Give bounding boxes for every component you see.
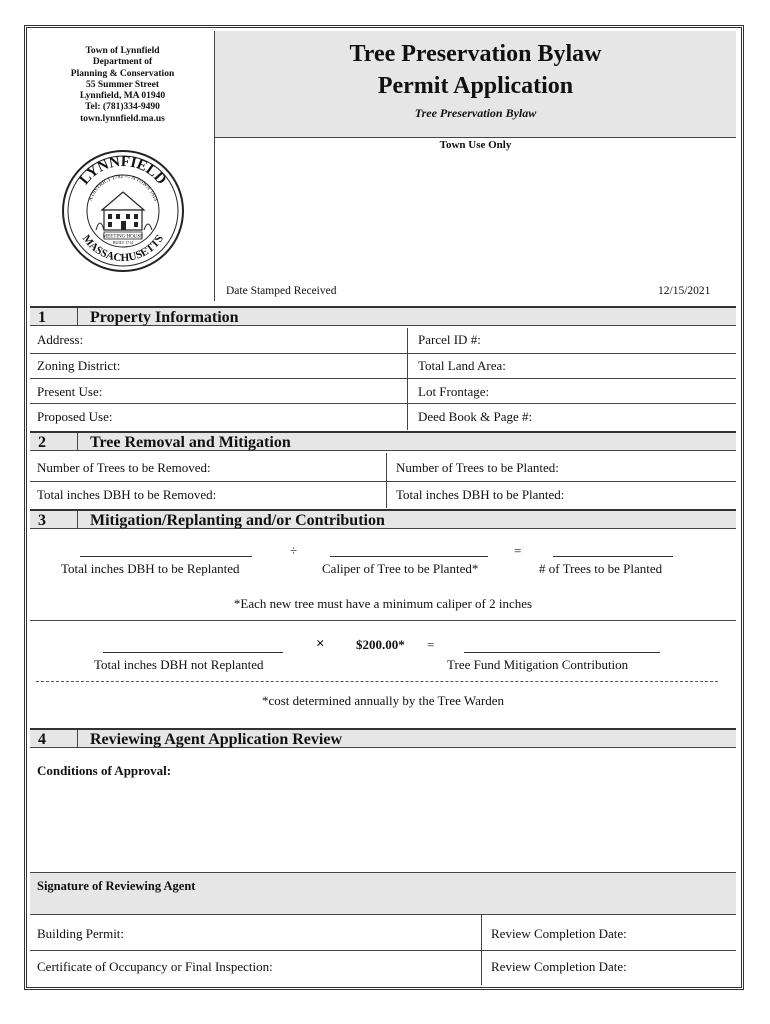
svg-text:A DISTRICT 1782 — A TOWN 1814: A DISTRICT 1782 — A TOWN 1814 — [87, 173, 159, 202]
svg-text:MASSACHUSETTS: MASSACHUSETTS — [79, 232, 167, 265]
dbh-not-replanted-label: Total inches DBH not Replanted — [94, 657, 264, 672]
mitigation-amount: $200.00* — [356, 637, 405, 652]
dbh-not-replanted-input[interactable] — [103, 652, 283, 653]
section-title: Tree Removal and Mitigation — [90, 434, 291, 451]
page-title-line2: Permit Application — [377, 73, 574, 99]
section-title: Property Information — [90, 309, 239, 326]
section-number: 3 — [38, 512, 46, 529]
review-completion-date-2[interactable]: Review Completion Date: — [491, 959, 627, 974]
svg-text:BUILT 1714: BUILT 1714 — [112, 240, 134, 245]
section-2-header — [30, 431, 736, 451]
caliper-label: Caliper of Tree to be Planted* — [322, 561, 479, 576]
trees-planted-label: # of Trees to be Planted — [539, 561, 663, 576]
divide-symbol: ÷ — [290, 543, 298, 558]
equals-symbol-2: = — [427, 637, 435, 652]
section-number: 4 — [38, 731, 46, 748]
parcel-id-field[interactable]: Parcel ID #: — [418, 332, 481, 347]
deed-book-page-field[interactable]: Deed Book & Page #: — [418, 409, 533, 424]
certificate-occupancy-field[interactable]: Certificate of Occupancy or Final Inspection: — [37, 959, 273, 974]
section-1-header — [30, 306, 736, 326]
times-symbol: × — [316, 636, 325, 652]
mitigation-contribution-input[interactable] — [464, 652, 660, 653]
review-completion-date-1[interactable]: Review Completion Date: — [491, 926, 627, 941]
cost-note: *cost determined annually by the Tree Warden — [261, 693, 505, 708]
date-stamped-label: Date Stamped Received — [226, 285, 337, 297]
date-stamped-value[interactable]: 12/15/2021 — [658, 285, 711, 297]
page-title: Tree Preservation Bylaw — [349, 41, 602, 67]
conditions-of-approval-label: Conditions of Approval: — [37, 763, 172, 778]
town-info-lines: Town of Lynnfield Department of Planning & Conservation 55 Summer Street Lynnfield, MA 01940 Tel: (781)334-9490 town.lynnfield.ma.us — [70, 46, 175, 124]
total-land-area-field[interactable]: Total Land Area: — [418, 358, 506, 373]
present-use-field[interactable]: Present Use: — [37, 384, 103, 399]
mitigation-contribution-label: Tree Fund Mitigation Contribution — [447, 657, 629, 672]
section-title: Mitigation/Replanting and/or Contribution — [90, 512, 385, 529]
page-subtitle: Tree Preservation Bylaw — [414, 106, 537, 120]
building-permit-field[interactable]: Building Permit: — [37, 926, 125, 941]
town-info-block — [30, 31, 215, 301]
signature-label: Signature of Reviewing Agent — [37, 879, 196, 893]
caliper-note: *Each new tree must have a minimum caliper of 2 inches — [233, 596, 533, 611]
lot-frontage-field[interactable]: Lot Frontage: — [418, 384, 490, 399]
trees-removed-field[interactable]: Number of Trees to be Removed: — [37, 460, 211, 475]
svg-text:MEETING HOUSE: MEETING HOUSE — [102, 234, 144, 240]
dbh-replanted-label: Total inches DBH to be Replanted — [61, 561, 240, 576]
dbh-removed-field[interactable]: Total inches DBH to be Removed: — [37, 487, 217, 502]
section-4-header — [30, 728, 736, 748]
trees-planted-input[interactable] — [553, 556, 673, 557]
svg-text:LYNNFIELD: LYNNFIELD — [76, 153, 170, 188]
trees-planted-field[interactable]: Number of Trees to be Planted: — [396, 460, 559, 475]
equals-symbol: = — [514, 543, 522, 558]
section-title: Reviewing Agent Application Review — [90, 731, 342, 748]
section-3-header — [30, 509, 736, 529]
title-block — [215, 31, 736, 138]
section-number: 2 — [38, 434, 46, 451]
zoning-district-field[interactable]: Zoning District: — [37, 358, 121, 373]
town-use-label: Town Use Only — [439, 139, 512, 151]
conditions-of-approval-area[interactable] — [30, 782, 736, 872]
town-seal — [60, 148, 186, 274]
dbh-replanted-input[interactable] — [80, 556, 252, 557]
dbh-planted-field[interactable]: Total inches DBH to be Planted: — [396, 487, 565, 502]
section-number: 1 — [38, 309, 46, 326]
address-field[interactable]: Address: — [37, 332, 84, 347]
proposed-use-field[interactable]: Proposed Use: — [37, 409, 113, 424]
caliper-input[interactable] — [330, 556, 488, 557]
signature-block[interactable] — [30, 872, 736, 915]
